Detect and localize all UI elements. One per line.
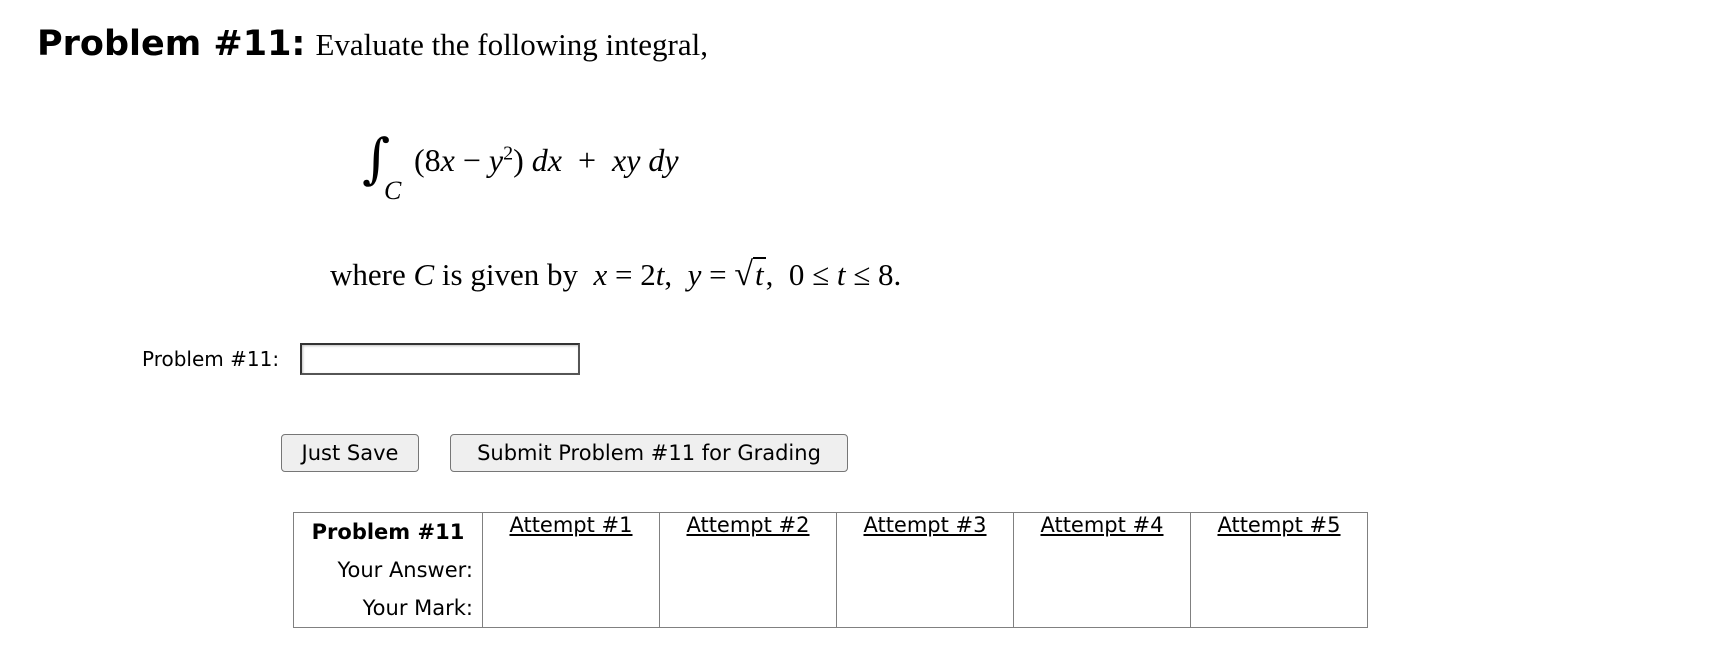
integrand-part: xy xyxy=(612,142,641,178)
integrand-part: − xyxy=(454,142,489,178)
where-text: ≤ 8. xyxy=(845,257,902,292)
attempt-column-5 xyxy=(1191,513,1368,628)
where-text: , xyxy=(664,257,688,292)
problem-heading xyxy=(37,24,708,64)
attempt-column-3 xyxy=(837,513,1014,628)
attempt-link-4[interactable]: Attempt #4 xyxy=(1040,513,1164,537)
integral-subscript: C xyxy=(384,176,402,205)
attempts-table-header: Problem #11 xyxy=(294,513,483,552)
problem-label: Problem #11: xyxy=(37,24,306,64)
curve-definition xyxy=(330,256,901,294)
where-text: = 2 xyxy=(607,257,656,292)
table-row xyxy=(294,513,1368,552)
where-text: = xyxy=(701,257,735,292)
your-answer-label: Your Answer: xyxy=(294,551,483,589)
attempt-column-1 xyxy=(483,513,660,628)
attempt-link-3[interactable]: Attempt #3 xyxy=(863,513,987,537)
answer-input[interactable] xyxy=(300,343,580,375)
attempt-column-2 xyxy=(660,513,837,628)
button-row xyxy=(281,434,848,472)
attempt-link-5[interactable]: Attempt #5 xyxy=(1217,513,1341,537)
your-mark-label: Your Mark: xyxy=(294,589,483,628)
integrand-exponent: 2 xyxy=(503,142,514,165)
just-save-button[interactable]: Just Save xyxy=(281,434,419,472)
t-variable: t xyxy=(836,257,846,292)
x-variable: x xyxy=(593,257,608,292)
integrand-part: ) xyxy=(513,142,532,178)
integrand xyxy=(414,142,679,179)
submit-for-grading-button[interactable]: Submit Problem #11 for Grading xyxy=(450,434,848,472)
attempts-table xyxy=(293,512,1368,628)
answer-label: Problem #11: xyxy=(142,347,280,371)
integrand-part: x xyxy=(440,142,455,178)
integrand-part: y xyxy=(488,142,504,178)
attempt-link-2[interactable]: Attempt #2 xyxy=(686,513,810,537)
y-variable: y xyxy=(687,257,702,292)
where-text: , 0 ≤ xyxy=(765,257,837,292)
sqrt-icon: √ xyxy=(734,256,754,293)
curve-name: C xyxy=(413,257,435,292)
integrand-part: dy xyxy=(648,142,679,178)
sqrt-radicand: t xyxy=(755,257,764,292)
answer-row xyxy=(142,343,580,375)
sqrt-expression xyxy=(734,256,765,294)
integral-sign-icon: ∫ xyxy=(362,127,391,190)
integrand-part: dx xyxy=(531,142,562,178)
where-text: where xyxy=(330,257,414,292)
attempt-link-1[interactable]: Attempt #1 xyxy=(509,513,633,537)
where-text: is given by xyxy=(434,257,594,292)
integrand-part: + xyxy=(561,142,613,178)
t-variable: t xyxy=(655,257,665,292)
attempt-column-4 xyxy=(1014,513,1191,628)
integrand-part: (8 xyxy=(414,142,441,178)
problem-prompt: Evaluate the following integral, xyxy=(315,27,708,62)
